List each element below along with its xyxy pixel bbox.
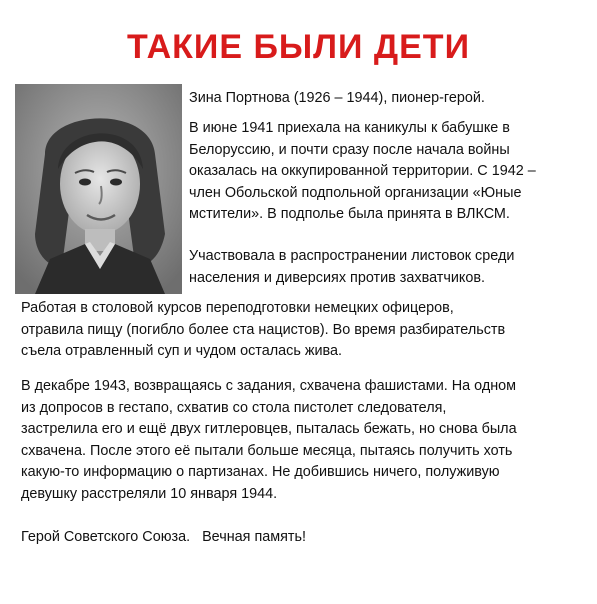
text-line: член Обольской подпольной организации «Юные [189, 184, 522, 201]
text-line: застрелила его и ещё двух гитлеровцев, пыталась бежать, но снова была [21, 421, 517, 438]
text-line: съела отравленный суп и чудом осталась жива. [21, 343, 342, 360]
text-line: оказалась на оккупированной территории. С 1942 – [189, 163, 536, 180]
paragraph-biography-1 [189, 118, 589, 226]
text-line: девушку расстреляли 10 января 1944. [21, 485, 278, 502]
text-line: из допросов в гестапо, схватив со стола пистолет следователя, [21, 399, 447, 416]
portrait-photo [15, 84, 182, 294]
paragraph-biography-4 [21, 376, 593, 506]
text-line: Белоруссию, и почти сразу после начала войны [189, 141, 510, 158]
text-line: Участвовала в распространении листовок среди [189, 248, 515, 264]
page-title: ТАКИЕ БЫЛИ ДЕТИ [126, 28, 471, 66]
text-line: В июне 1941 приехала на каникулы к бабушке в [189, 120, 510, 136]
text-line: мстители». В подполье была принята в ВЛКСМ. [189, 206, 510, 223]
paragraph-biography-2 [189, 246, 589, 289]
text-line: схвачена. После этого её пытали больше месяца, пытаясь получить хоть [21, 442, 513, 459]
text-line: отравила пищу (погибло более ста нацистов). Во время разбирательств [21, 321, 506, 338]
text-line: населения и диверсиях против захватчиков. [189, 269, 485, 286]
portrait-image [15, 84, 182, 294]
closing-line: Герой Советского Союза. Вечная память! [21, 529, 307, 545]
paragraph-biography-3 [21, 298, 593, 363]
name-line: Зина Портнова (1926 – 1944), пионер-герой. [189, 90, 485, 106]
text-line: Работая в столовой курсов переподготовки немецких офицеров, [21, 300, 454, 316]
text-line: В декабре 1943, возвращаясь с задания, схвачена фашистами. На одном [21, 378, 517, 394]
text-line: какую-то информацию о партизанах. Не добившись ничего, полуживую [21, 464, 500, 481]
